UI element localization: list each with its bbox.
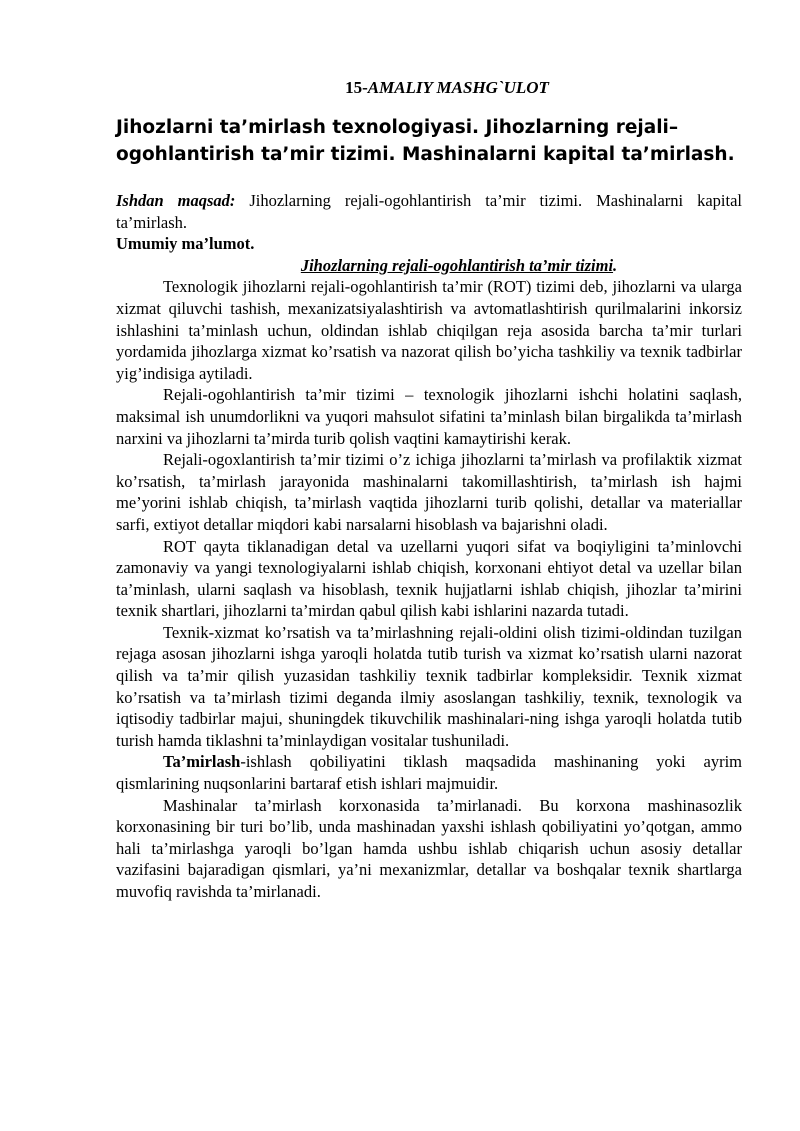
repair-definition-text: -ishlash qobiliyatini tiklash maqsadida mashinaning yoki ayrim qismlarining nuqsonlarini bartaraf etish ishlari majmuidir.: [116, 752, 742, 794]
section-subtitle-dot: .: [613, 255, 618, 275]
general-info-heading: Umumiy ma’lumot.: [116, 234, 255, 254]
document-page: [116, 78, 742, 903]
section-subtitle-text: Jihozlarning rejali-ogohlantirish ta’mir tizimi: [300, 255, 614, 275]
goal-text: Jihozlarning rejali-ogohlantirish ta’mir tizimi. Mashinalarni kapital ta’mirlash.: [116, 191, 742, 232]
repair-definition: [116, 751, 742, 794]
section-subtitle: [116, 255, 742, 277]
lesson-heading: [116, 78, 742, 98]
goal-line: [116, 190, 742, 233]
paragraph: Texnik-xizmat ko’rsatish va ta’mirlashning rejali-oldini olish tizimi-oldindan tuzilgan rejaga asosan jihozlarni ishga yaroqli holatda tutib turish va xizmat ko’rsatish ularni nazorat qilish va ta’mir qilish yuzasidan tashkiliy texnik tadbirlar kompleksidir. Texnik xizmat ko’rsatish va ta’mirlash tizimi deganda ilmiy asoslangan tashkiliy, texnik, texnologik va iqtisodiy tadbirlar majui, shuningdek tikuvchilik mashinalari-ning ishga yaroqli holatda tutib turish hamda tiklashni ta’minlaydigan vositalar tushuniladi.: [116, 622, 742, 750]
paragraph: Texnologik jihozlarni rejali-ogohlantirish ta’mir (ROT) tizimi deb, jihozlarni va ularga xizmat qiluvchi tashish, mexanizatsiyalashtirish va avtomatlashtirish qurilmalarini inkorsiz ishlashini ta’minlash uchun, oldindan ishlab chiqilgan reja asosida barcha ta’mir turlari yordamida jihozlarga xizmat ko’rsatish va nazorat qilish bo’yicha tashkiliy va texnik tadbirlar yig’indisiga aytiladi.: [116, 277, 742, 383]
repair-term: Ta’mirlash: [163, 752, 241, 772]
paragraph: Rejali-ogoxlantirish ta’mir tizimi o’z ichiga jihozlarni ta’mirlash va profilaktik xizmat ko’rsatish, ta’mirlash jarayonida mashinalarni takomillashtirish, ta’mirlash ish hajmi me’yorini ishlab chiqish, ta’mirlash vaqtida jihozlarni turib qolishi, detallar va materiallar sarfi, extiyot detallar miqdori kabi narsalarni hisoblash va bajarishni oladi.: [116, 450, 742, 534]
document-title: Jihozlarni ta’mirlash texnologiyasi. Jihozlarning rejali–ogohlantirish ta’mir tizimi. Mashinalarni kapital ta’mirlash.: [116, 117, 735, 165]
paragraph: ROT qayta tiklanadigan detal va uzellarni yuqori sifat va boqiyligini ta’minlovchi zamonaviy va yangi texnologiyalarni ishlab chiqish, korxonani ehtiyot detal va uzellar bilan ta’minlash, ularni saqlash va hisoblash, texnik hujjatlarni ishlab chiqish, jihozlar ta’mirini texnik shartlari, jihozlarni ta’mirdan qabul qilish kabi ishlarini nazarda tutadi.: [116, 536, 742, 621]
paragraph: Mashinalar ta’mirlash korxonasida ta’mirlanadi. Bu korxona mashinasozlik korxonasining bir turi bo’lib, unda mashinadan yaxshi ishlash qobiliyatini yo’qotgan, ammo hali ta’mirlashga yaroqli bo’lgan hamda ushbu ishlab chiqarish uchun asosiy detallar vazifasini bajaradigan qismlari, ya’ni mexanizmlar, detallar va boshqalar texnik shartlarga muvofiq ravishda ta’mirlanadi.: [116, 795, 742, 901]
goal-label: Ishdan maqsad:: [116, 191, 236, 210]
lesson-label: AMALIY MASHG`ULOT: [367, 78, 549, 97]
lesson-number: 15-: [345, 78, 368, 97]
paragraph: Rejali-ogohlantirish ta’mir tizimi – texnologik jihozlarni ishchi holatini saqlash, maksimal ish unumdorlikni va yuqori mahsulot sifatini ta’minlash bilan birgalikda ta’mirlash narxini va jihozlarni ta’mirda turib qolish vaqtini kamaytirishi kerak.: [116, 385, 742, 448]
